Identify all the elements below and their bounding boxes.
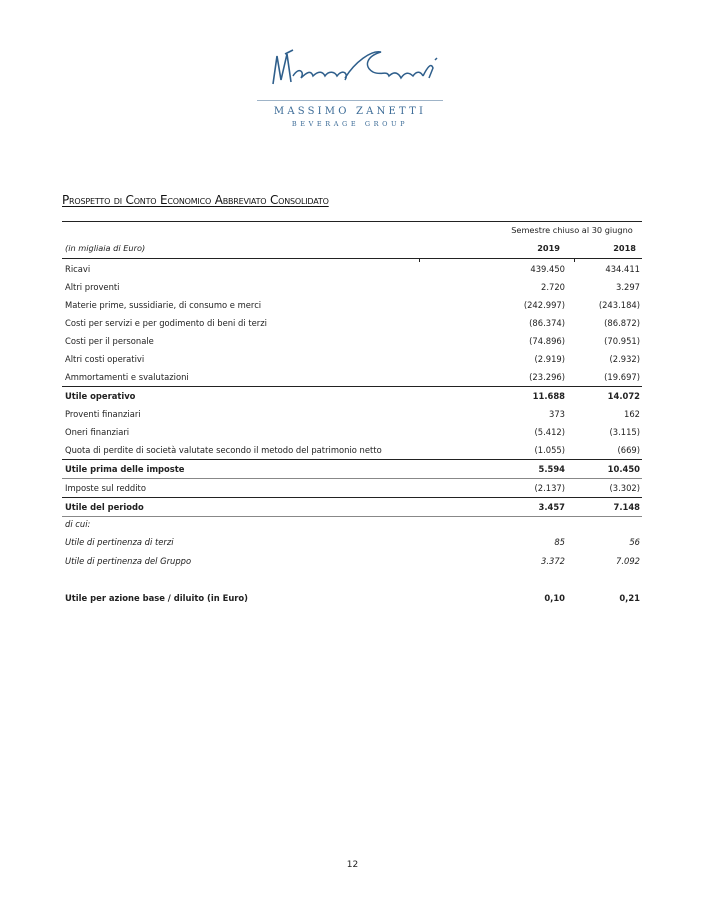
value-2018: 7.092 [616, 556, 640, 566]
row-label: Proventi finanziari [65, 409, 141, 419]
value-2019: (86.374) [529, 318, 565, 328]
value-2018: 14.072 [607, 391, 640, 401]
table-row [62, 479, 642, 497]
signature-logo-icon [263, 42, 443, 92]
table-row [62, 350, 642, 368]
table-row [62, 423, 642, 441]
table-row [62, 260, 642, 278]
value-2018: 3.297 [616, 282, 640, 292]
row-label: Ricavi [65, 264, 91, 274]
year-header-2018: 2018 [613, 243, 636, 253]
row-label: Utile del periodo [65, 502, 144, 512]
logo-divider [257, 100, 443, 101]
value-2018: (669) [617, 445, 640, 455]
value-2018: (70.951) [604, 336, 640, 346]
table-row-subtotal [62, 460, 642, 478]
table-row [62, 441, 642, 459]
table-row-total [62, 498, 642, 516]
value-2019: (2.919) [534, 354, 565, 364]
units-label: (in migliaia di Euro) [65, 243, 146, 253]
value-2019: 2.720 [541, 282, 565, 292]
value-2018: 0,21 [619, 593, 640, 603]
table-row-eps [62, 589, 642, 607]
value-2018: 7.148 [613, 502, 640, 512]
value-2019: (242.997) [523, 300, 565, 310]
value-2019: (23.296) [529, 372, 565, 382]
table-row [62, 515, 642, 533]
page-number: 12 [346, 860, 359, 870]
row-label: Ammortamenti e svalutazioni [65, 372, 189, 382]
row-label: Altri costi operativi [65, 354, 145, 364]
row-label: Altri proventi [65, 282, 120, 292]
table-row [62, 405, 642, 423]
value-2018: 56 [629, 537, 640, 547]
value-2019: (5.412) [534, 427, 565, 437]
table-top-rule [62, 221, 642, 222]
page-title: Prospetto di Conto Economico Abbreviato Consolidato [62, 193, 329, 207]
row-label: Utile operativo [65, 391, 136, 401]
value-2019: (1.055) [534, 445, 565, 455]
logo-company-name: MASSIMO ZANETTI [273, 106, 427, 117]
row-label: Costi per il personale [65, 336, 154, 346]
value-2018: (19.697) [604, 372, 640, 382]
row-label: Utile di pertinenza di terzi [65, 537, 174, 547]
company-logo [255, 42, 455, 132]
row-label: Utile per azione base / diluito (in Euro) [65, 593, 248, 603]
row-label: Costi per servizi e per godimento di beni di terzi [65, 318, 267, 328]
row-label: Quota di perdite di società valutate secondo il metodo del patrimonio netto [65, 445, 382, 455]
value-2019: 3.372 [541, 556, 565, 566]
row-label: Materie prime, sussidiarie, di consumo e merci [65, 300, 262, 310]
table-row [62, 296, 642, 314]
value-2019: 373 [549, 409, 565, 419]
value-2018: 434.411 [605, 264, 640, 274]
period-header: Semestre chiuso al 30 giugno [511, 225, 633, 235]
table-row [62, 332, 642, 350]
table-row [62, 368, 642, 386]
row-label: Utile prima delle imposte [65, 464, 185, 474]
value-2019: 3.457 [538, 502, 565, 512]
table-row [62, 278, 642, 296]
logo-group-name: BEVERAGE GROUP [291, 120, 409, 128]
value-2018: (2.932) [609, 354, 640, 364]
value-2018: (3.302) [609, 483, 640, 493]
value-2018: (3.115) [609, 427, 640, 437]
value-2019: 0,10 [544, 593, 565, 603]
year-header-2019: 2019 [537, 243, 560, 253]
table-row [62, 533, 642, 551]
value-2019: 5.594 [538, 464, 565, 474]
value-2019: (2.137) [534, 483, 565, 493]
row-label: Imposte sul reddito [65, 483, 146, 493]
value-2019: 11.688 [532, 391, 565, 401]
row-label: Oneri finanziari [65, 427, 130, 437]
table-row [62, 552, 642, 570]
value-2018: (86.872) [604, 318, 640, 328]
table-row [62, 314, 642, 332]
table-row-subtotal [62, 387, 642, 405]
row-label: di cui: [65, 519, 91, 529]
value-2019: 439.450 [530, 264, 565, 274]
row-label: Utile di pertinenza del Gruppo [65, 556, 192, 566]
value-2018: 10.450 [607, 464, 640, 474]
value-2019: 85 [554, 537, 565, 547]
value-2019: (74.896) [529, 336, 565, 346]
header-bottom-rule [62, 258, 642, 259]
value-2018: (243.184) [598, 300, 640, 310]
value-2018: 162 [624, 409, 640, 419]
